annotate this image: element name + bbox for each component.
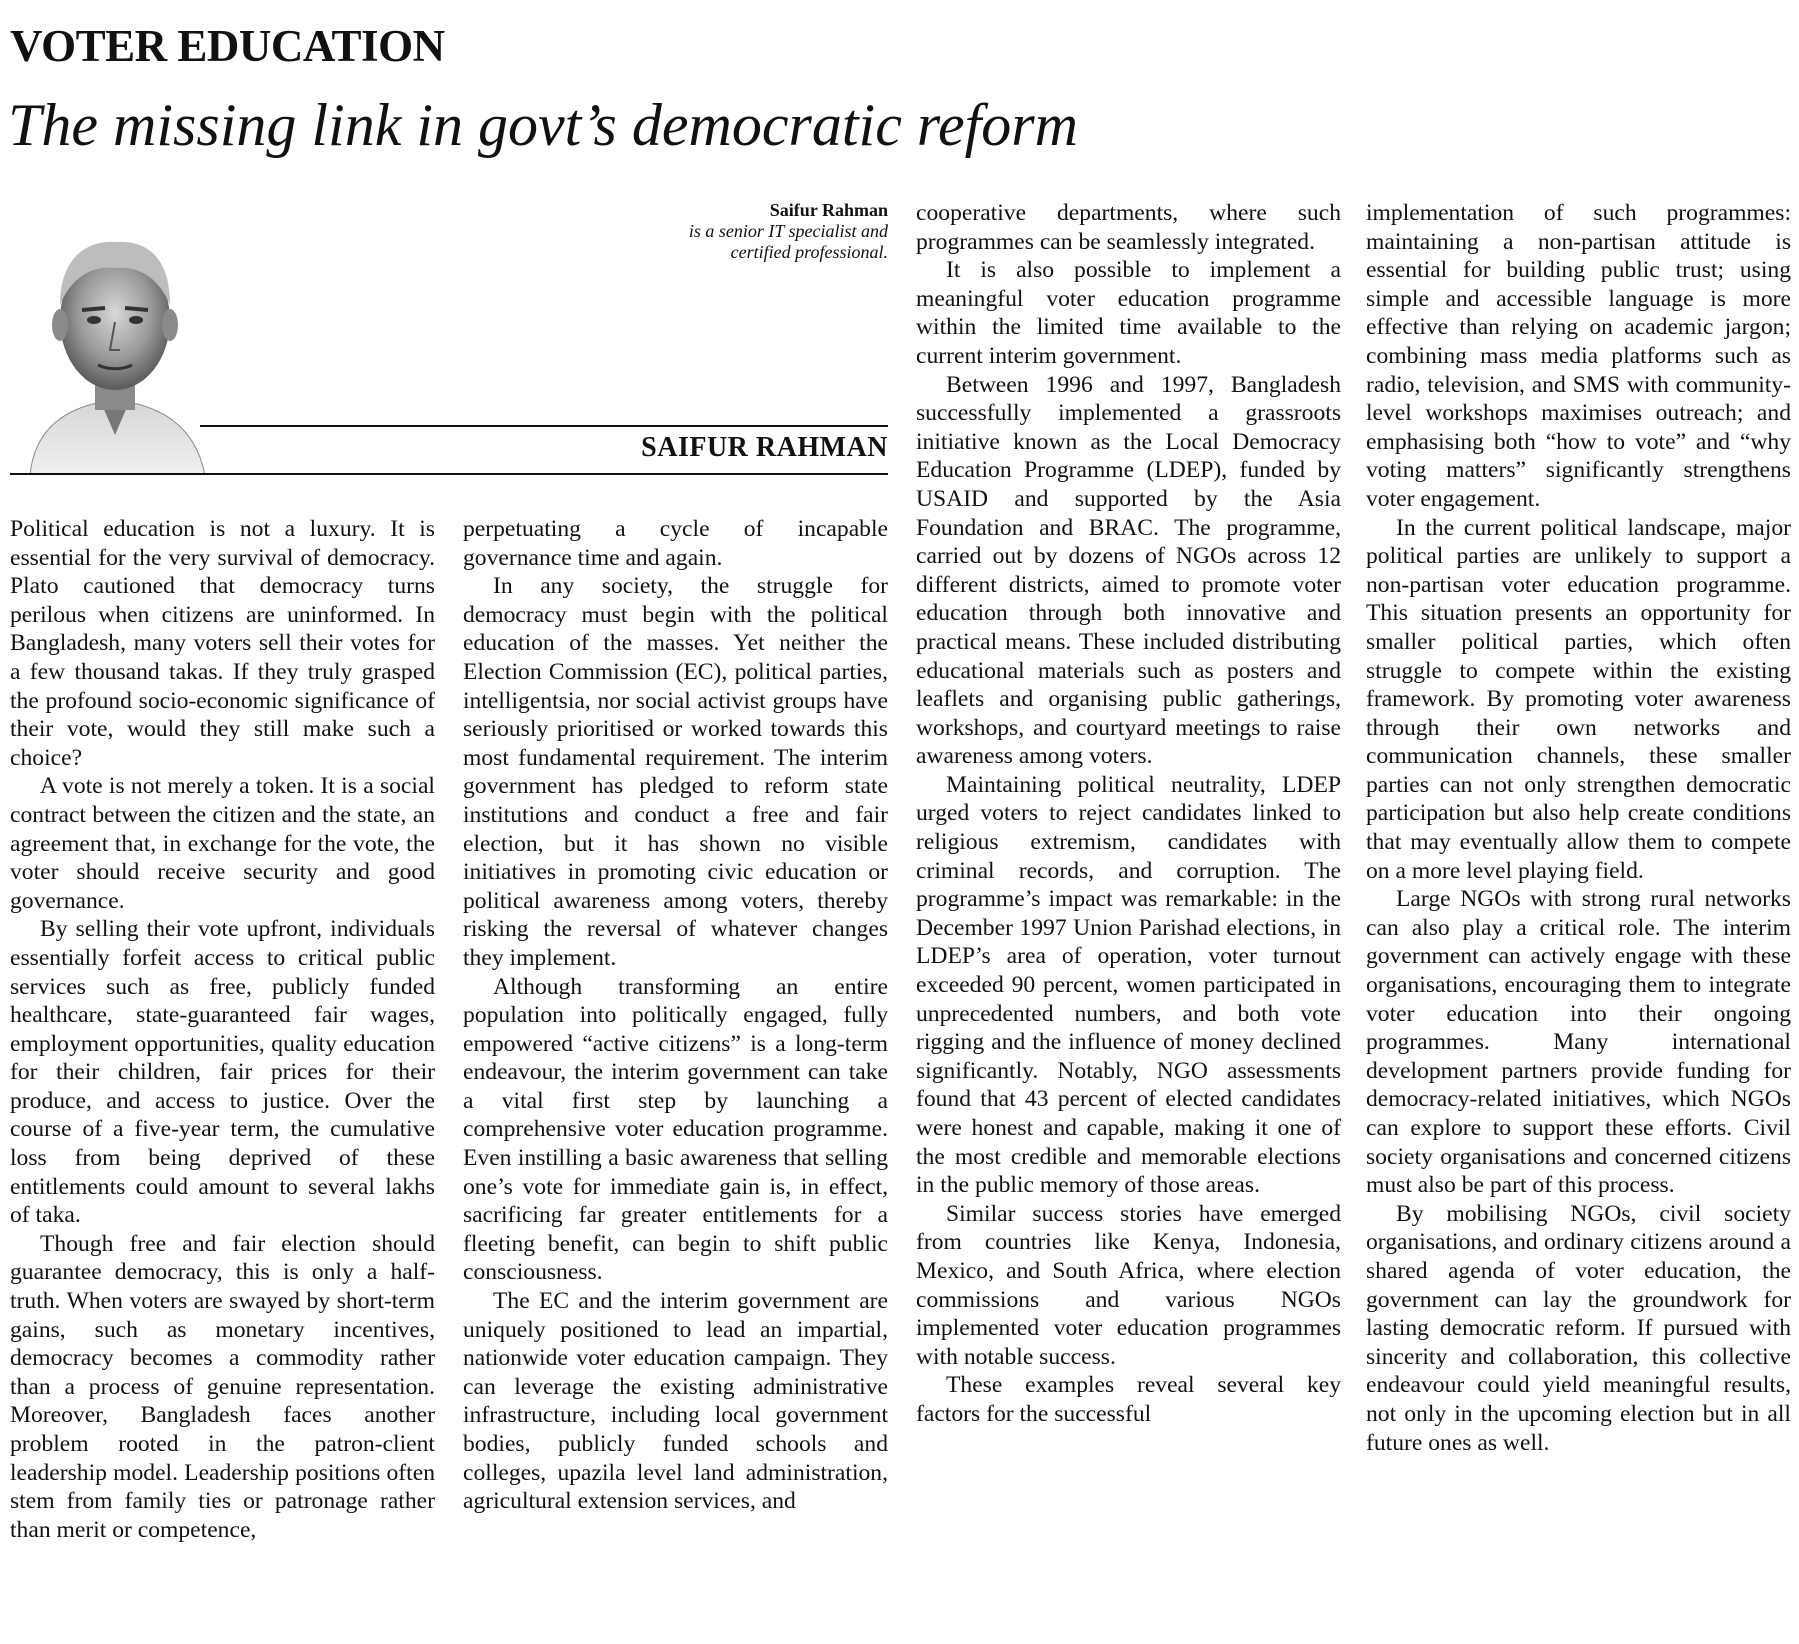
author-bio-line2: certified professional.	[730, 242, 888, 262]
byline-bottom-rule	[10, 473, 888, 475]
paragraph: Political education is not a luxury. It is essential for the very survival of democracy. Plato cautioned that democracy turns perilous when citizens are uninformed. In Bangladesh, many voters sell their votes for a few thousand takas. If they truly grasped the profound socio-economic significance of their vote, would they still make such a choice?	[10, 516, 435, 771]
paragraph: Although transforming an entire population into politically engaged, fully empowered “active citizens” is a long-term endeavour, the interim government can take a vital first step by launching a comprehensive voter education programme. Even instilling a basic awareness that selling one’s vote for immediate gain is, in effect, sacrificing far greater entitlements for a fleeting benefit, can begin to shift public consciousness.	[463, 973, 888, 1286]
paragraph: In the current political landscape, major political parties are unlikely to support a non-partisan voter education programme. This situation presents an opportunity for smaller political parties, which often struggle to compete within the existing framework. By promoting voter awareness through their own networks and communication channels, these smaller parties can not only strengthen democratic participation but also help create conditions that may eventually allow them to compete on a more level playing field.	[1366, 514, 1791, 884]
paragraph: By selling their vote upfront, individuals essentially forfeit access to critical public services such as free, publicly funded healthcare, state-guaranteed fair wages, employment opportunities, quality education for their children, fair prices for their produce, and access to justice. Over the course of a five-year term, the cumulative loss from being deprived of these entitlements could amount to several lakhs of taka.	[10, 916, 435, 1229]
paragraph: perpetuating a cycle of incapable governance time and again.	[463, 516, 888, 571]
author-caps: SAIFUR RAHMAN	[641, 432, 888, 463]
paragraph: Maintaining political neutrality, LDEP urged voters to reject candidates linked to religious extremism, candidates with criminal records, and corruption. The programme’s impact was remarkable: in the December 1997 Union Parishad elections, in LDEP’s area of operation, voter turnout exceeded 90 percent, women participated in unprecedented numbers, and both vote rigging and the influence of money declined significantly. Notably, NGO assessments found that 43 percent of elected candidates were honest and capable, making it one of the most credible and memorable elections in the public memory of those areas.	[916, 771, 1341, 1199]
article-headline: The missing link in govt’s democratic reform	[8, 92, 1078, 158]
article-column-3	[916, 199, 1341, 1635]
paragraph: The EC and the interim government are uniquely positioned to lead an impartial, nationwide voter education campaign. They can leverage the existing administrative infrastructure, including local government bodies, publicly funded schools and colleges, upazila level land administration, agricultural extension services, and	[463, 1288, 888, 1515]
author-bio-line1: is a senior IT specialist and	[688, 221, 888, 241]
author-portrait	[20, 210, 210, 475]
paragraph: Similar success stories have emerged from countries like Kenya, Indonesia, Mexico, and South Africa, where election commissions and various NGOs implemented voter education programmes with notable success.	[916, 1200, 1341, 1370]
article-column-4	[1366, 199, 1791, 1635]
section-kicker: VOTER EDUCATION	[10, 21, 445, 71]
byline	[500, 200, 888, 263]
article-column-1	[10, 515, 435, 1635]
article-column-2	[463, 515, 888, 1635]
paragraph: It is also possible to implement a meaningful voter education programme within the limited time available to the current interim government.	[916, 257, 1341, 369]
paragraph: Though free and fair election should guarantee democracy, this is only a half-truth. When voters are swayed by short-term gains, such as monetary incentives, democracy becomes a commodity rather than a process of genuine representation. Moreover, Bangladesh faces another problem rooted in the patron-client leadership model. Leadership positions often stem from family ties or patronage rather than merit or competence,	[10, 1230, 435, 1543]
paragraph: A vote is not merely a token. It is a social contract between the citizen and the state, an agreement that, in exchange for the vote, the voter should receive security and good governance.	[10, 773, 435, 914]
paragraph: Between 1996 and 1997, Bangladesh successfully implemented a grassroots initiative known as the Local Democracy Education Programme (LDEP), funded by USAID and supported by the Asia Foundation and BRAC. The programme, carried out by dozens of NGOs across 12 different districts, aimed to promote voter education through both innovative and practical means. These included distributing educational materials such as posters and leaflets and organising public gatherings, workshops, and courtyard meetings to raise awareness among voters.	[916, 371, 1341, 770]
paragraph: cooperative departments, where such programmes can be seamlessly integrated.	[916, 200, 1341, 255]
author-name: Saifur Rahman	[769, 200, 888, 220]
paragraph: Large NGOs with strong rural networks can also play a critical role. The interim government can actively engage with these organisations, encouraging them to integrate voter education into their ongoing programmes. Many international development partners provide funding for democracy-related initiatives, which NGOs can explore to support these efforts. Civil society organisations and concerned citizens must also be part of this process.	[1366, 886, 1791, 1199]
paragraph: In any society, the struggle for democracy must begin with the political education of the masses. Yet neither the Election Commission (EC), political parties, intelligentsia, nor social activist groups have seriously prioritised or worked towards this most fundamental requirement. The interim government has pledged to reform state institutions and conduct a free and fair election, but it has shown no visible initiatives in promoting civic education or political awareness among voters, thereby risking the reversal of whatever changes they implement.	[463, 573, 888, 971]
byline-top-rule	[200, 425, 888, 427]
paragraph: These examples reveal several key factors for the successful	[916, 1372, 1341, 1427]
paragraph: implementation of such programmes: maintaining a non-partisan attitude is essential for building public trust; using simple and accessible language is more effective than relying on academic jargon; combining mass media platforms such as radio, television, and SMS with community-level workshops maximises outreach; and emphasising both “how to vote” and “why voting matters” significantly strengthens voter engagement.	[1366, 200, 1791, 512]
paragraph: By mobilising NGOs, civil society organisations, and ordinary citizens around a shared agenda of voter education, the government can lay the groundwork for lasting democratic reform. If pursued with sincerity and collaboration, this collective endeavour could yield meaningful results, not only in the upcoming election but in all future ones as well.	[1366, 1200, 1791, 1456]
